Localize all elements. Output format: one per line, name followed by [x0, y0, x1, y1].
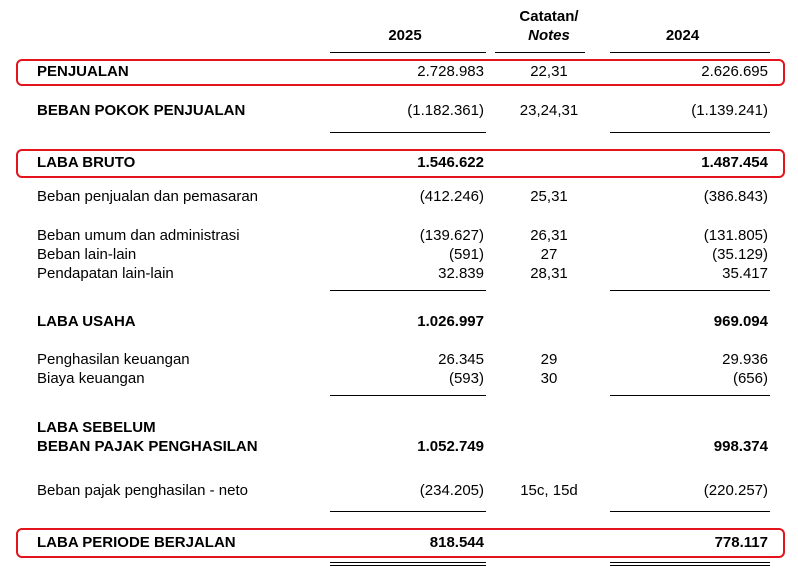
row-beban-penjualan-2024: (386.843) [703, 188, 768, 205]
row-beban-pokok-label: BEBAN POKOK PENJUALAN [37, 102, 246, 119]
row-beban-lain-2025: (591) [448, 246, 484, 263]
row-penjualan-2025: 2.728.983 [417, 63, 484, 80]
row-laba-usaha-2024: 969.094 [713, 313, 768, 330]
rule-after-beban-pokok-2024 [610, 132, 770, 133]
row-biaya-keuangan-notes: 30 [540, 370, 558, 387]
row-penghasilan-keuangan-2025: 26.345 [438, 351, 484, 368]
row-pendapatan-lain-notes: 28,31 [530, 265, 568, 282]
row-beban-lain-notes: 27 [540, 246, 558, 263]
row-beban-pajak-notes: 15c, 15d [520, 482, 578, 499]
row-laba-usaha-2025: 1.026.997 [417, 313, 484, 330]
rule-after-beban-pokok-2025 [330, 132, 486, 133]
row-laba-sebelum-label-line1: LABA SEBELUM [37, 419, 156, 436]
row-beban-lain-2024: (35.129) [712, 246, 768, 263]
rule-after-beban-pajak-2025 [330, 511, 486, 512]
row-penghasilan-keuangan-2024: 29.936 [722, 351, 768, 368]
row-beban-penjualan-label: Beban penjualan dan pemasaran [37, 188, 259, 205]
row-beban-umum-2024: (131.805) [703, 227, 768, 244]
header-notes-line2: Notes [528, 27, 570, 44]
header-notes-line1: Catatan/ [519, 8, 579, 25]
row-beban-pokok-notes: 23,24,31 [519, 102, 579, 119]
row-laba-periode-2025: 818.544 [429, 534, 484, 551]
row-laba-bruto-label: LABA BRUTO [37, 154, 136, 171]
header-2024: 2024 [665, 27, 700, 44]
rule-after-pendapatan-2024 [610, 290, 770, 291]
header-rule-2024 [610, 52, 770, 53]
row-penjualan-2024: 2.626.695 [701, 63, 768, 80]
row-laba-bruto-2025: 1.546.622 [417, 154, 484, 171]
row-pendapatan-lain-2024: 35.417 [722, 265, 768, 282]
row-biaya-keuangan-2025: (593) [448, 370, 484, 387]
row-laba-sebelum-2024: 998.374 [713, 438, 768, 455]
row-penjualan-notes: 22,31 [530, 63, 568, 80]
row-beban-pajak-label: Beban pajak penghasilan - neto [37, 482, 248, 499]
header-rule-notes [495, 52, 585, 53]
row-laba-bruto-2024: 1.487.454 [701, 154, 768, 171]
row-laba-sebelum-2025: 1.052.749 [417, 438, 484, 455]
row-beban-umum-notes: 26,31 [530, 227, 568, 244]
row-beban-umum-label: Beban umum dan administrasi [37, 227, 240, 244]
row-beban-pokok-2025: (1.182.361) [407, 102, 484, 119]
row-biaya-keuangan-2024: (656) [732, 370, 768, 387]
rule-after-beban-pajak-2024 [610, 511, 770, 512]
row-beban-pajak-2024: (220.257) [703, 482, 768, 499]
row-laba-usaha-label: LABA USAHA [37, 313, 136, 330]
rule-after-biaya-keuangan-2024 [610, 395, 770, 396]
double-rule-top-2024 [610, 562, 770, 563]
row-laba-periode-label: LABA PERIODE BERJALAN [37, 534, 236, 551]
row-laba-periode-2024: 778.117 [714, 534, 768, 551]
row-beban-lain-label: Beban lain-lain [37, 246, 137, 263]
double-rule-bottom-2024 [610, 565, 770, 566]
double-rule-top-2025 [330, 562, 486, 563]
row-penghasilan-keuangan-label: Penghasilan keuangan [37, 351, 190, 368]
row-beban-penjualan-notes: 25,31 [530, 188, 568, 205]
header-rule-2025 [330, 52, 486, 53]
rule-after-pendapatan-2025 [330, 290, 486, 291]
row-beban-pajak-2025: (234.205) [419, 482, 484, 499]
row-pendapatan-lain-2025: 32.839 [438, 265, 484, 282]
row-beban-penjualan-2025: (412.246) [419, 188, 484, 205]
row-biaya-keuangan-label: Biaya keuangan [37, 370, 145, 387]
header-2025: 2025 [388, 27, 422, 44]
row-penjualan-label: PENJUALAN [37, 63, 129, 80]
row-pendapatan-lain-label: Pendapatan lain-lain [37, 265, 174, 282]
row-beban-umum-2025: (139.627) [419, 227, 484, 244]
row-penghasilan-keuangan-notes: 29 [540, 351, 558, 368]
double-rule-bottom-2025 [330, 565, 486, 566]
row-beban-pokok-2024: (1.139.241) [691, 102, 768, 119]
rule-after-biaya-keuangan-2025 [330, 395, 486, 396]
row-laba-sebelum-label-line2: BEBAN PAJAK PENGHASILAN [37, 438, 258, 455]
